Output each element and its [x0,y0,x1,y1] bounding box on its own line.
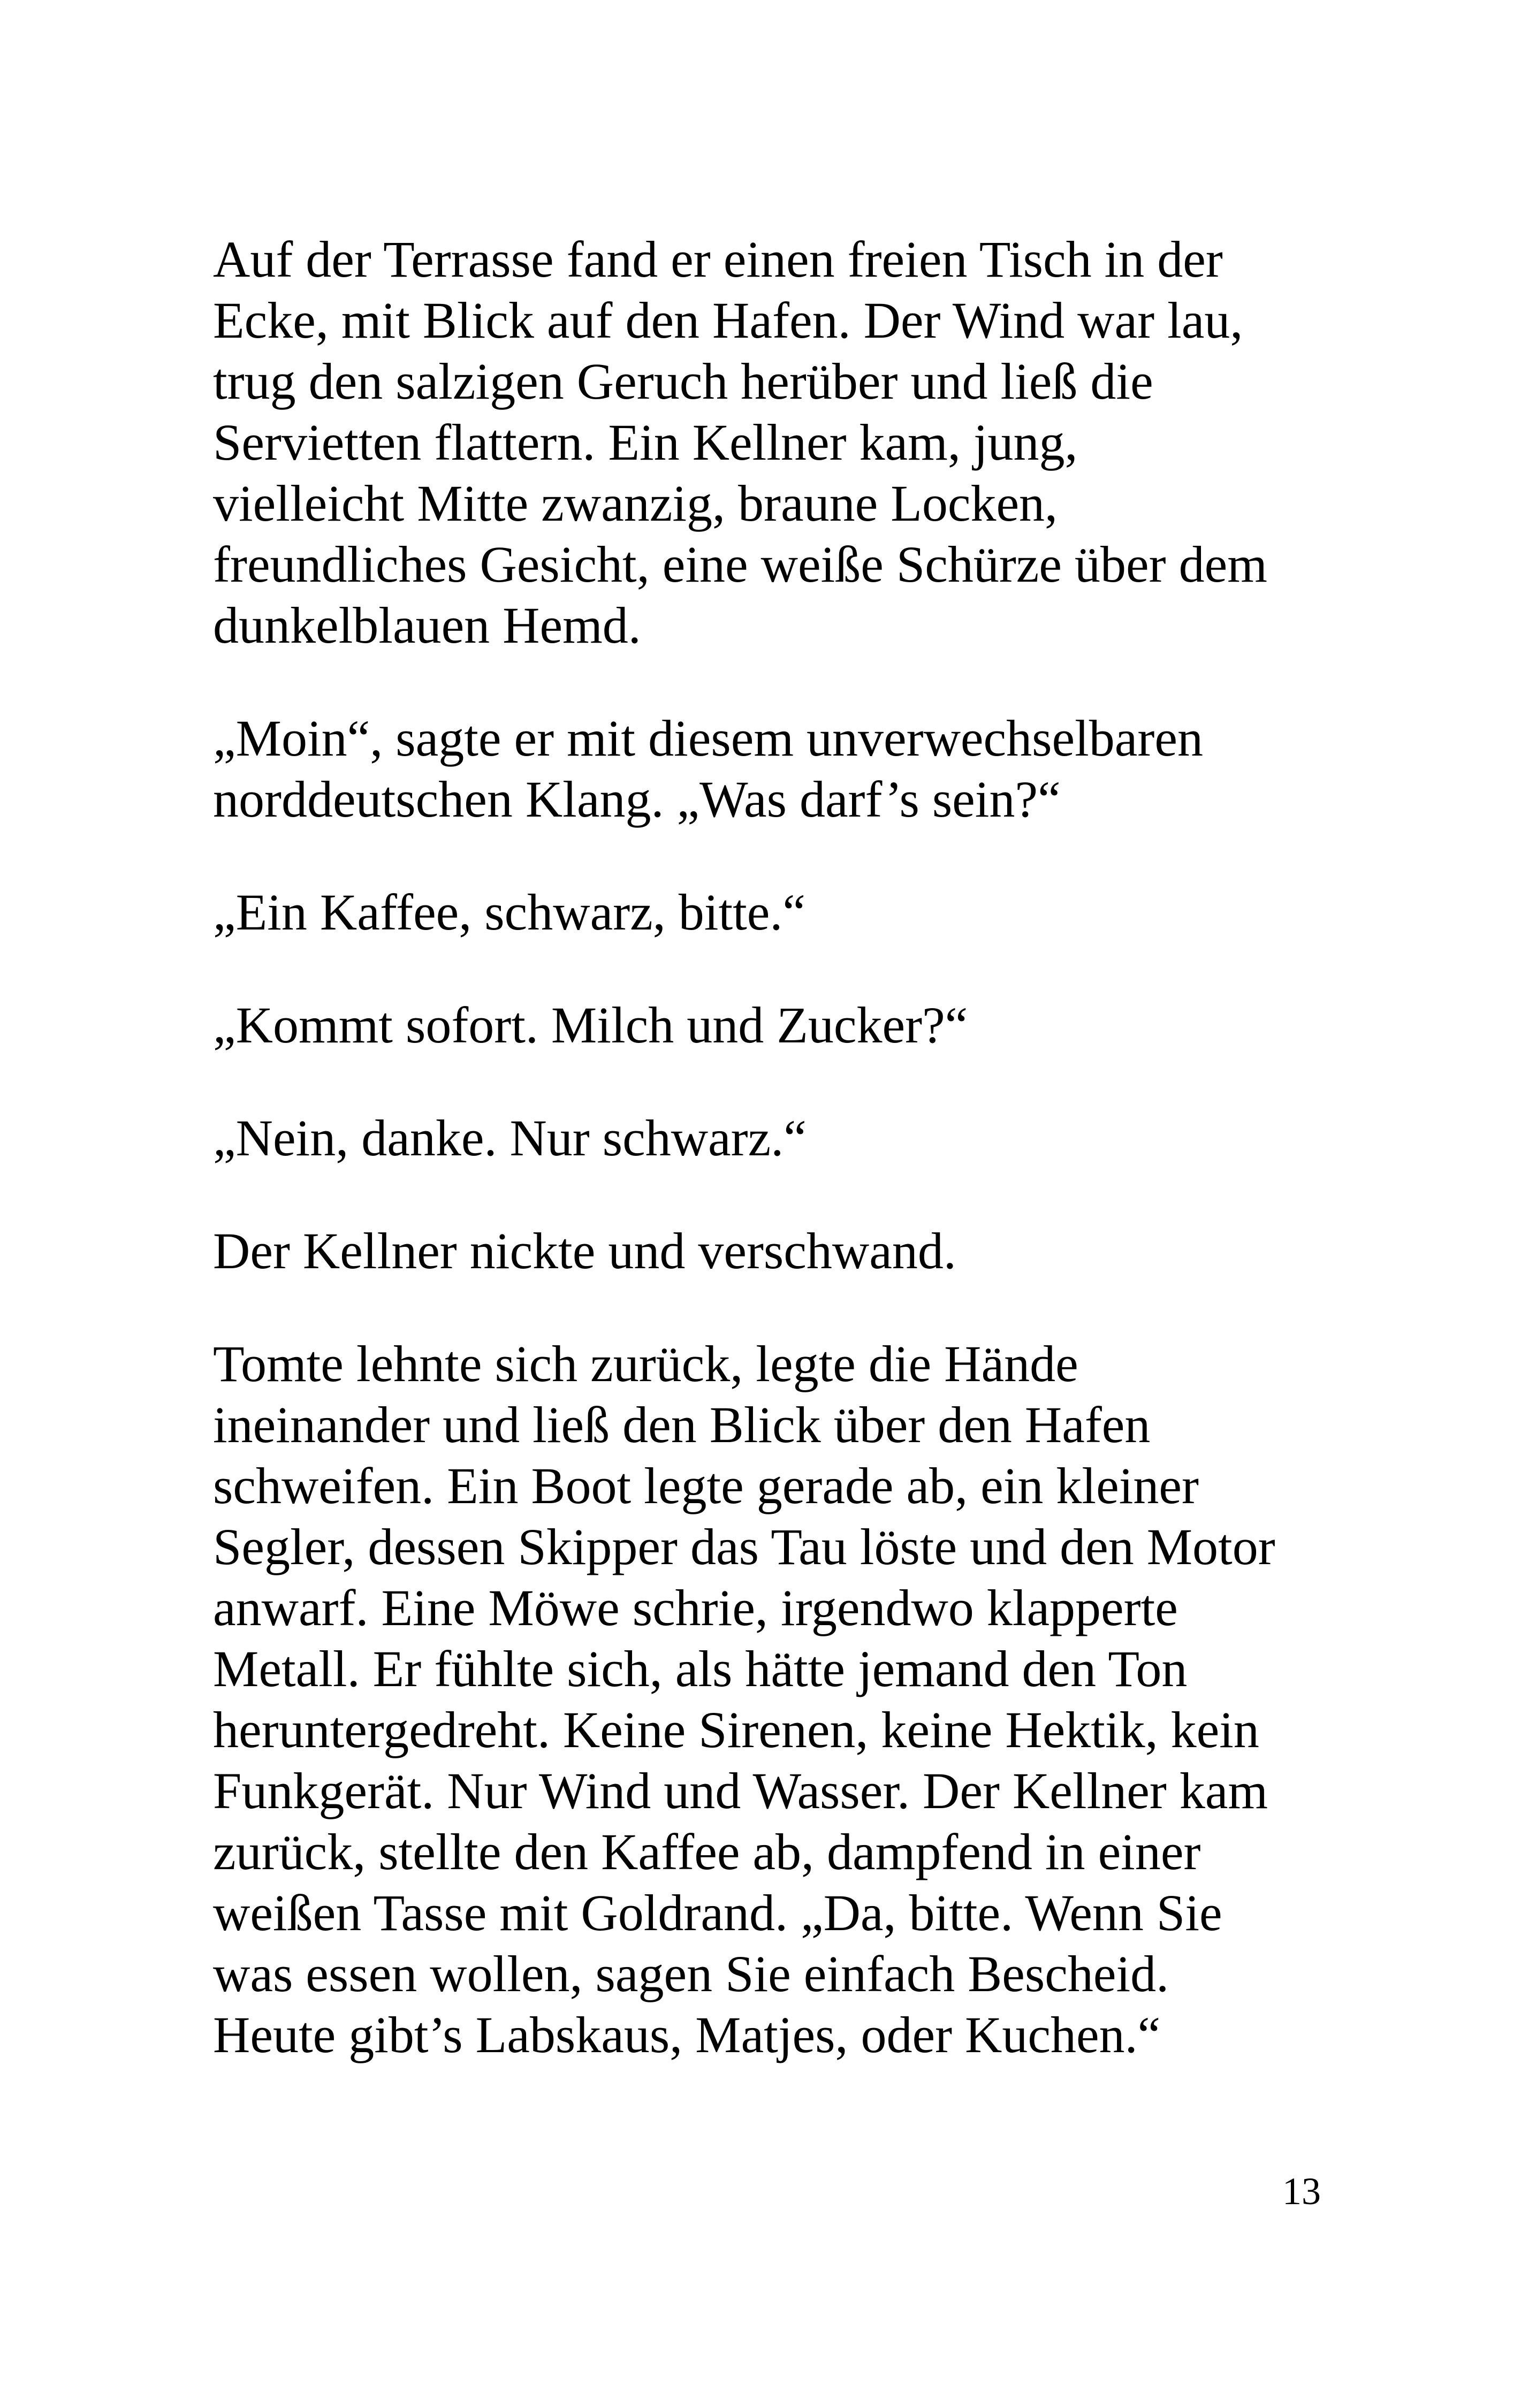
text-line: Segler, dessen Skipper das Tau löste und den Motor [213,1518,1275,1575]
text-line: was essen wollen, sagen Sie einfach Bescheid. [213,1945,1169,2002]
paragraph-terrace [213,229,1342,656]
text-line: Tomte lehnte sich zurück, legte die Hände [213,1335,1078,1392]
text-line: ineinander und ließ den Blick über den Hafen [213,1396,1151,1453]
text-line: Heute gibt’s Labskaus, Matjes, oder Kuchen.“ [213,2006,1161,2063]
paragraph-greeting [213,708,1342,830]
text-line: Ecke, mit Blick auf den Hafen. Der Wind war lau, [213,292,1243,349]
text-line: norddeutschen Klang. „Was darf’s sein?“ [213,771,1061,828]
body-text [213,229,1342,2117]
text-line: Funkgerät. Nur Wind und Wasser. Der Kellner kam [213,1762,1268,1819]
text-line: zurück, stellte den Kaffee ab, dampfend in einer [213,1823,1201,1880]
text-line: Metall. Er fühlte sich, als hätte jemand den Ton [213,1640,1188,1697]
paragraph-waiter-leaves [213,1221,1342,1282]
text-line: „Ein Kaffee, schwarz, bitte.“ [213,883,805,941]
text-line: „Kommt sofort. Milch und Zucker?“ [213,996,968,1054]
paragraph-milk-sugar [213,995,1342,1056]
paragraph-harbor-view [213,1333,1342,2066]
text-line: schweifen. Ein Boot legte gerade ab, ein kleiner [213,1457,1199,1514]
text-line: „Nein, danke. Nur schwarz.“ [213,1109,807,1167]
text-line: trug den salzigen Geruch herüber und ließ die [213,353,1153,410]
text-line: Servietten flattern. Ein Kellner kam, jung, [213,414,1078,471]
text-line: Der Kellner nickte und verschwand. [213,1222,956,1279]
text-line: heruntergedreht. Keine Sirenen, keine Hektik, kein [213,1701,1259,1758]
text-line: dunkelblauen Hemd. [213,597,641,654]
text-line: anwarf. Eine Möwe schrie, irgendwo klapperte [213,1579,1178,1636]
paragraph-no-thanks [213,1108,1342,1169]
text-line: vielleicht Mitte zwanzig, braune Locken, [213,475,1058,532]
text-line: weißen Tasse mit Goldrand. „Da, bitte. Wenn Sie [213,1884,1222,1941]
page-number: 13 [1282,2170,1321,2213]
paragraph-coffee-order [213,882,1342,943]
text-line: freundliches Gesicht, eine weiße Schürze über dem [213,536,1267,593]
text-line: Auf der Terrasse fand er einen freien Tisch in der [213,231,1223,288]
text-line: „Moin“, sagte er mit diesem unverwechselbaren [213,710,1203,767]
